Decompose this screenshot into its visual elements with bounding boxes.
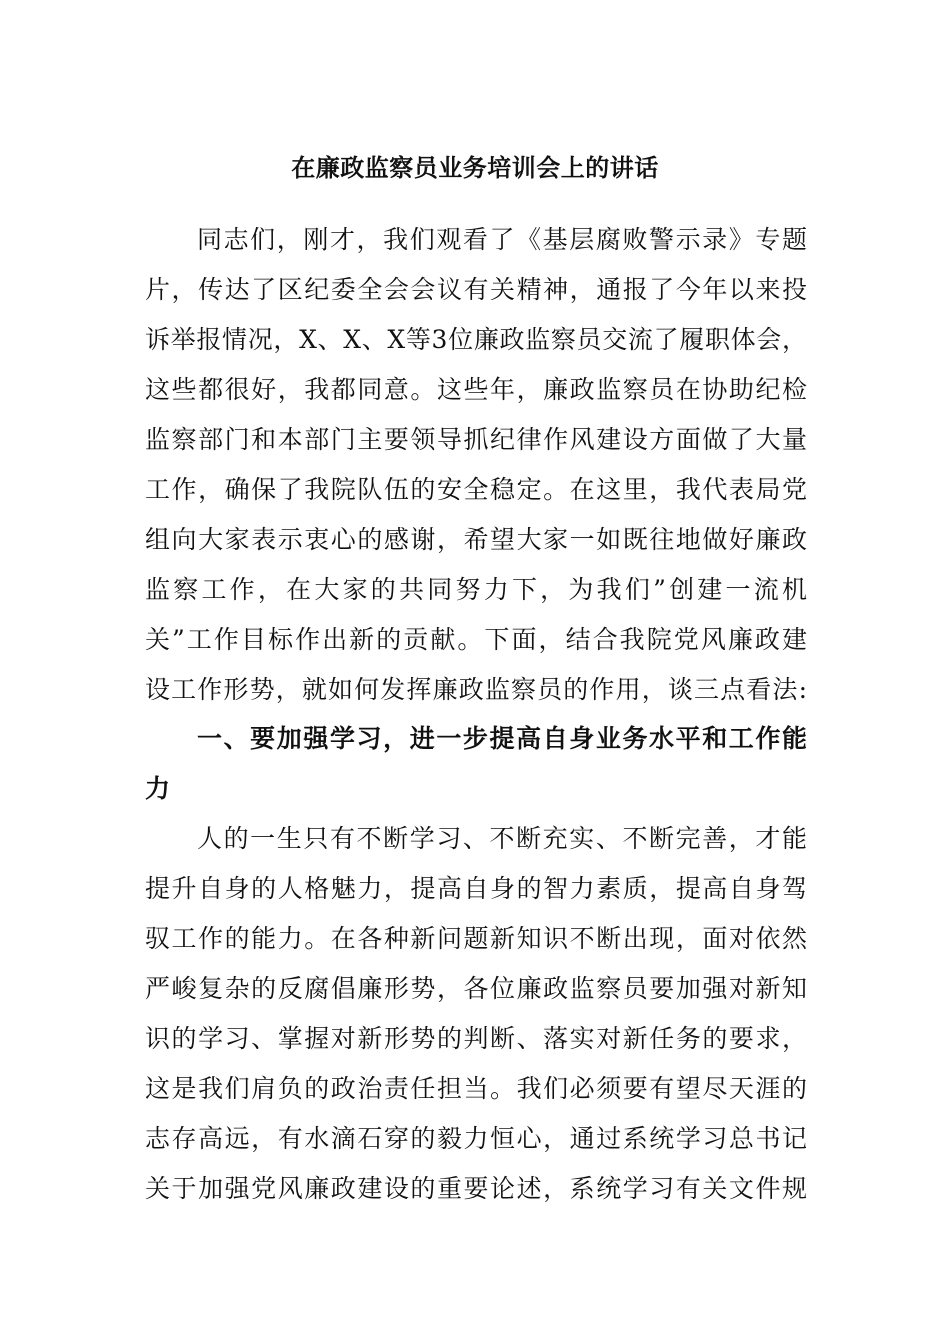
paragraph-line: 关于加强党风廉政建设的重要论述，系统学习有关文件规 (145, 1174, 807, 1203)
section-heading-line: 一、要加强学习，进一步提高自身业务水平和工作能 (197, 724, 807, 753)
paragraph-line: 这些都很好，我都同意。这些年，廉政监察员在协助纪检 (145, 375, 807, 404)
paragraph-line: 监察工作，在大家的共同努力下，为我们”创建一流机 (145, 575, 807, 604)
paragraph-line: 识的学习、掌握对新形势的判断、落实对新任务的要求， (145, 1024, 807, 1053)
paragraph-line: 驭工作的能力。在各种新问题新知识不断出现，面对依然 (145, 924, 807, 953)
paragraph-line: 组向大家表示衷心的感谢，希望大家一如既往地做好廉政 (145, 525, 807, 554)
paragraph-line: 这是我们肩负的政治责任担当。我们必须要有望尽天涯的 (145, 1074, 807, 1103)
section-heading-line: 力 (145, 774, 171, 803)
paragraph-line: 人的一生只有不断学习、不断充实、不断完善，才能 (197, 824, 807, 853)
paragraph-line: 诉举报情况，X、X、X等3位廉政监察员交流了履职体会， (145, 325, 807, 354)
paragraph-line: 严峻复杂的反腐倡廉形势，各位廉政监察员要加强对新知 (145, 974, 807, 1003)
document-title: 在廉政监察员业务培训会上的讲话 (291, 154, 659, 182)
paragraph-line: 志存高远，有水滴石穿的毅力恒心，通过系统学习总书记 (145, 1124, 807, 1153)
paragraph-line: 关”工作目标作出新的贡献。下面，结合我院党风廉政建 (145, 625, 807, 654)
paragraph-line: 片，传达了区纪委全会会议有关精神，通报了今年以来投 (145, 275, 807, 304)
paragraph-line: 提升自身的人格魅力，提高自身的智力素质，提高自身驾 (145, 874, 807, 903)
paragraph-line: 设工作形势，就如何发挥廉政监察员的作用，谈三点看法: (145, 675, 807, 704)
paragraph-line: 同志们，刚才，我们观看了《基层腐败警示录》专题 (197, 225, 807, 254)
paragraph-line: 监察部门和本部门主要领导抓纪律作风建设方面做了大量 (145, 425, 807, 454)
paragraph-line: 工作，确保了我院队伍的安全稳定。在这里，我代表局党 (145, 475, 807, 504)
